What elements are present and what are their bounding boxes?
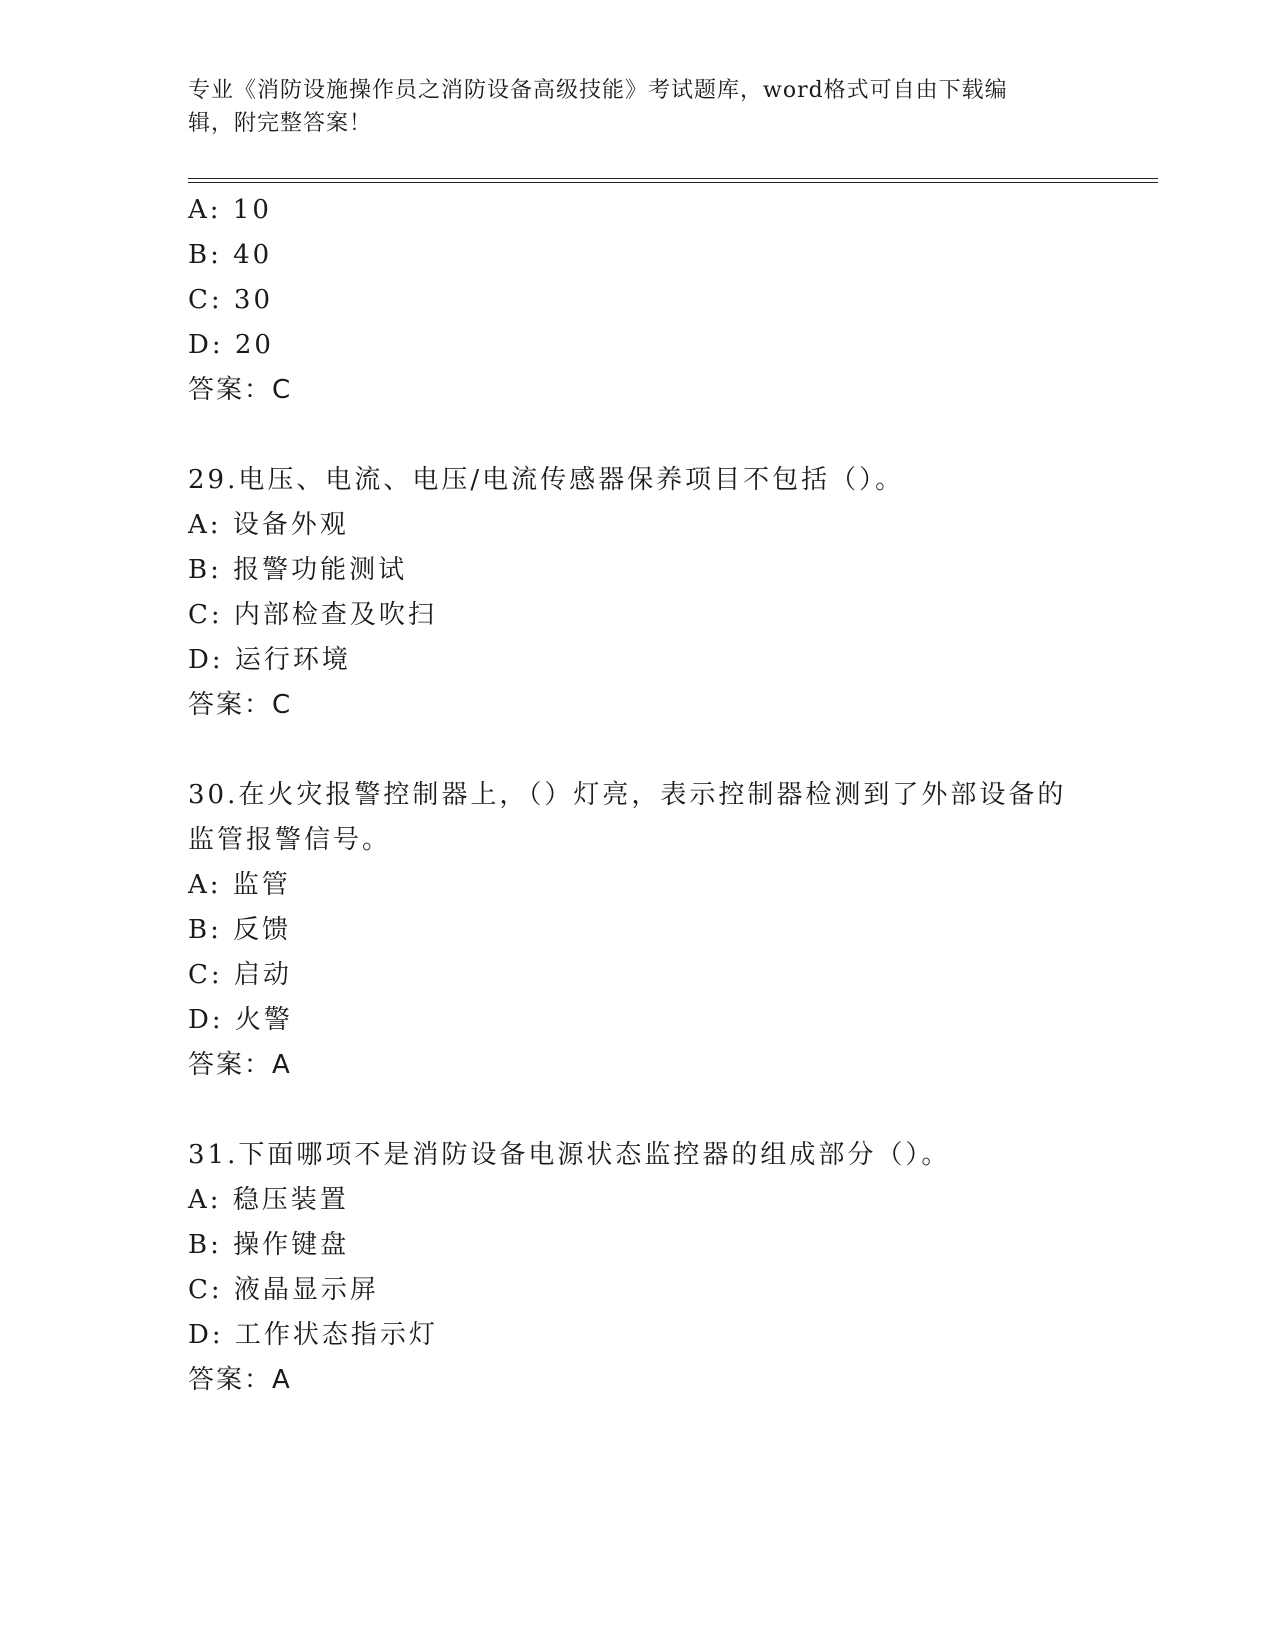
document-header — [188, 74, 1068, 140]
q30-answer: 答案：A — [188, 1050, 292, 1080]
q29-option-a: A: 设备外观 — [188, 510, 349, 540]
q29-option-b: B: 报警功能测试 — [188, 555, 408, 585]
q28-answer: 答案：C — [188, 375, 293, 405]
header-line-2: 辑，附完整答案！ — [188, 111, 373, 136]
q31-option-c: C: 液晶显示屏 — [188, 1275, 379, 1305]
q31-option-d: D: 工作状态指示灯 — [188, 1320, 438, 1350]
q30-option-a: A: 监管 — [188, 870, 291, 900]
q30-option-b: B: 反馈 — [188, 915, 292, 945]
q30-option-c: C: 启动 — [188, 960, 292, 990]
q31-answer: 答案：A — [188, 1365, 292, 1395]
q29-option-d: D: 运行环境 — [188, 645, 351, 675]
q31-stem: 31.下面哪项不是消防设备电源状态监控器的组成部分（）。 — [188, 1140, 951, 1170]
q31-option-b: B: 操作键盘 — [188, 1230, 350, 1260]
q30-stem-line-1: 30.在火灾报警控制器上，（）灯亮，表示控制器检测到了外部设备的 — [188, 780, 1067, 810]
q28-option-d: D: 20 — [188, 330, 274, 360]
q30-stem-line-2: 监管报警信号。 — [188, 825, 392, 855]
header-line-1: 专业《消防设施操作员之消防设备高级技能》考试题库，word格式可自由下载编 — [188, 78, 1008, 103]
q29-stem: 29.电压、电流、电压/电流传感器保养项目不包括（）。 — [188, 465, 905, 495]
q28-option-b: B: 40 — [188, 240, 273, 270]
header-divider — [188, 178, 1158, 183]
q29-answer: 答案：C — [188, 690, 293, 720]
q28-option-c: C: 30 — [188, 285, 274, 315]
q30-option-d: D: 火警 — [188, 1005, 293, 1035]
q28-option-a: A: 10 — [188, 195, 272, 225]
q29-option-c: C: 内部检查及吹扫 — [188, 600, 437, 630]
q31-option-a: A: 稳压装置 — [188, 1185, 349, 1215]
